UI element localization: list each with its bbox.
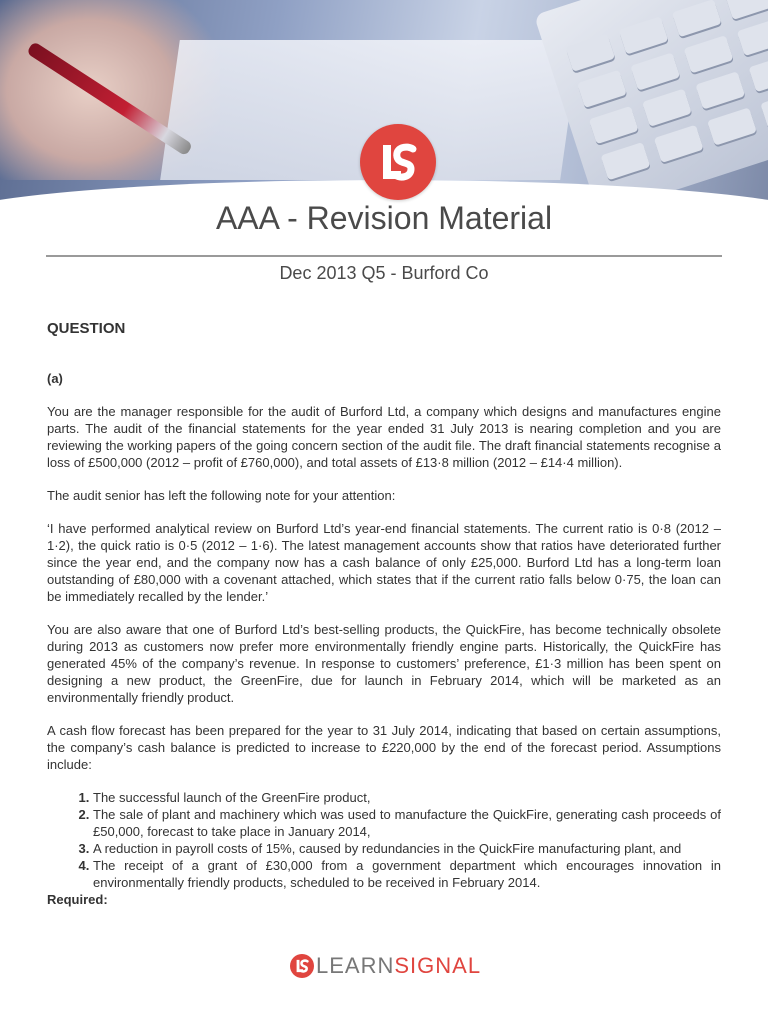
title-divider [46, 255, 722, 257]
paragraph-quickfire: You are also aware that one of Burford Ltd’s best-selling products, the QuickFire, has become technically obsolete during 2013 as customers now prefer more environmentally friendly engine parts. Historically, the QuickFire has generated 45% of the company’s revenue. In response to customers’ preference, £1·3 million has been spent on designing a new product, the GreenFire, due for launch in February 2014, which will be marketed as an environmentally friendly product. [47, 622, 721, 705]
document-title: AAA - Revision Material [215, 200, 553, 236]
footer-brand-learn: LEARN [316, 953, 395, 978]
footer-brand-signal: SIGNAL [394, 953, 482, 978]
list-item: 3. A reduction in payroll costs of 15%, caused by redundancies in the QuickFire manufacturing plant, and [93, 840, 721, 857]
paragraph-cash-flow: A cash flow forecast has been prepared for the year to 31 July 2014, indicating that based on certain assumptions, the company’s cash balance is predicted to increase to £220,000 by the end of the forecast period. Assumptions include: [47, 723, 721, 772]
section-heading: QUESTION [47, 320, 126, 337]
learnsignal-logo [360, 124, 436, 200]
required-label: Required: [47, 892, 108, 907]
paragraph-intro: You are the manager responsible for the audit of Burford Ltd, a company which designs and manufactures engine parts. The audit of the financial statements for the year ended 31 July 2013 is nearing completion and you are reviewing the working papers of the going concern section of the audit file. The draft financial statements recognise a loss of £500,000 (2012 – profit of £760,000), and total assets of £13·8 million (2012 – £14·4 million). [47, 404, 721, 470]
part-label: (a) [47, 371, 63, 386]
list-item: 2. The sale of plant and machinery which was used to manufacture the QuickFire, generating cash proceeds of £50,000, forecast to take place in January 2014, [93, 806, 721, 840]
footer-brand [290, 952, 481, 980]
footer-ls-icon [290, 954, 314, 978]
ls-logo-icon [373, 137, 423, 187]
assumptions-list [47, 789, 721, 891]
calculator-graphic [534, 0, 768, 205]
paragraph-note-lead: The audit senior has left the following note for your attention: [47, 488, 396, 503]
list-item: 1. The successful launch of the GreenFire product, [93, 789, 721, 806]
list-item: 4. The receipt of a grant of £30,000 from a government department which encourages innovation in environmentally friendly products, scheduled to be received in February 2014. [93, 857, 721, 891]
document-subtitle: Dec 2013 Q5 - Burford Co [279, 263, 489, 283]
document-body [47, 320, 721, 908]
paragraph-senior-note: ‘I have performed analytical review on Burford Ltd’s year-end financial statements. The current ratio is 0·8 (2012 – 1·2), the quick ratio is 0·5 (2012 – 1·6). The latest management accounts show that ratios have deteriorated further since the year end, and the company now has a cash balance of only £25,000. Burford Ltd has a long-term loan outstanding of £80,000 with a covenant attached, which states that if the current ratio falls below 0·75, the loan can be immediately recalled by the lender.’ [47, 521, 721, 604]
